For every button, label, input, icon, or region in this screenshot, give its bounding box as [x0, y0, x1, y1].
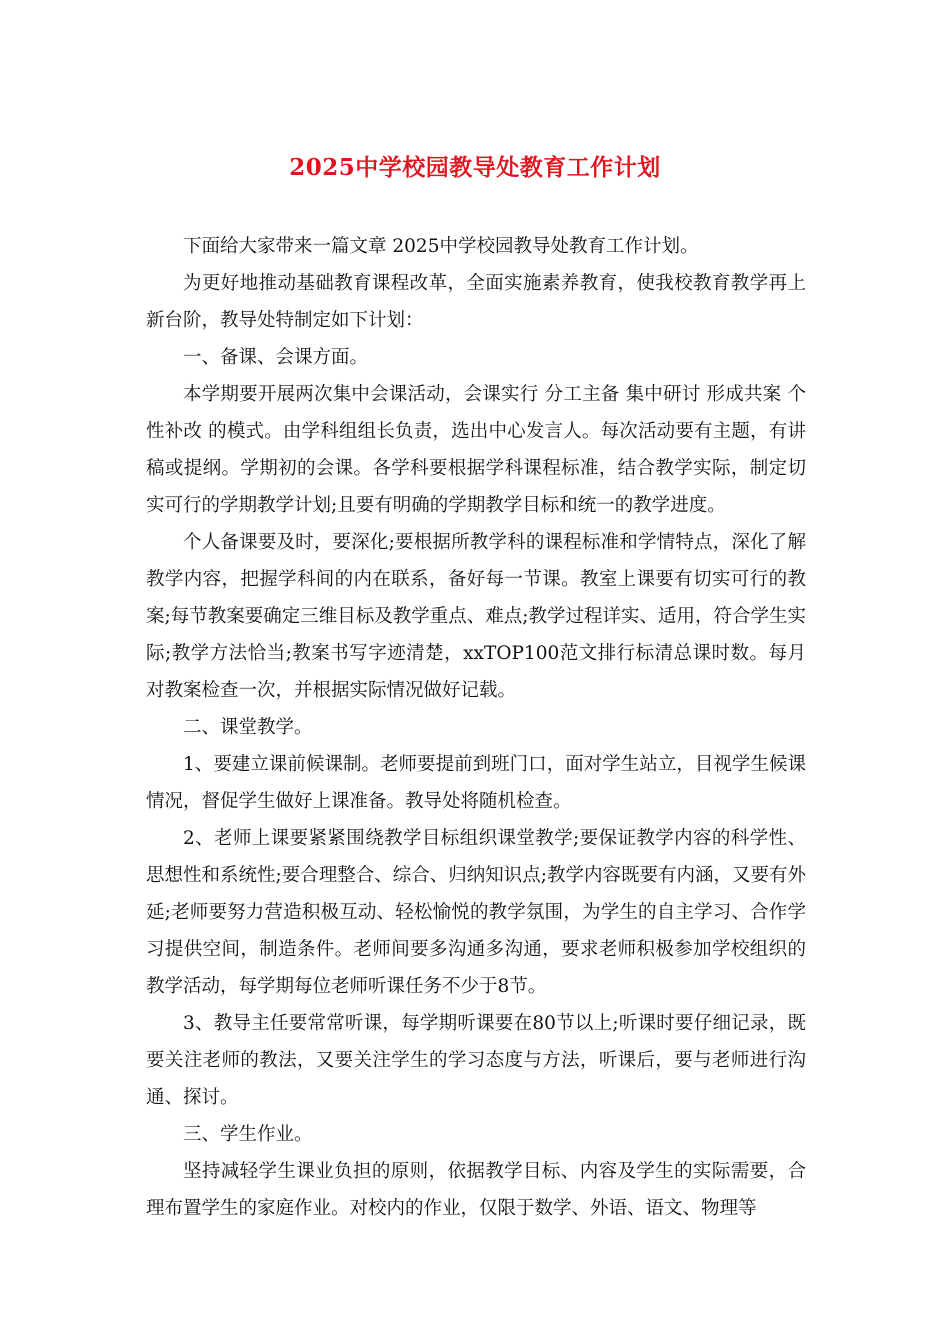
paragraph-intro: 下面给大家带来一篇文章 2025中学校园教导处教育工作计划。 [183, 236, 699, 257]
section-heading-lesson-prep: 一、备课、会课方面。 [183, 347, 369, 368]
paragraph-classroom-3: 3、教导主任要常常听课，每学期听课要在80节以上;听课时要仔细记录，既要关注老师的教法，又要关注学生的学习态度与方法，听课后，要与老师进行沟通、探讨。 [146, 1013, 806, 1108]
paragraph-classroom-2: 2、老师上课要紧紧围绕教学目标组织课堂教学;要保证教学内容的科学性、思想性和系统性;要合理整合、综合、归纳知识点;教学内容既要有内涵，又要有外延;老师要努力营造积极互动、轻松愉悦的教学氛围，为学生的自主学习、合作学习提供空间，制造条件。老师间要多沟通多沟通，要求老师积极参加学校组织的教学活动，每学期每位老师听课任务不少于8节。 [146, 828, 806, 997]
paragraph-group-prep: 本学期要开展两次集中会课活动，会课实行 分工主备 集中研讨 形成共案 个性补改 的模式。由学科组组长负责，选出中心发言人。每次活动要有主题，有讲稿或提纲。学期初的会课。各学科要根据学科课程标准，结合教学实际，制定切实可行的学期教学计划;且要有明确的学期教学目标和统一的教学进度。 [146, 384, 806, 516]
paragraph-homework: 坚持减轻学生课业负担的原则，依据教学目标、内容及学生的实际需要，合理布置学生的家庭作业。对校内的作业，仅限于数学、外语、语文、物理等 [146, 1161, 806, 1219]
document-title: 2025中学校园教导处教育工作计划 [289, 154, 661, 181]
document-body [146, 228, 806, 1227]
section-heading-classroom: 二、课堂教学。 [183, 717, 313, 738]
paragraph-individual-prep: 个人备课要及时，要深化;要根据所教学科的课程标准和学情特点，深化了解教学内容，把握学科间的内在联系，备好每一节课。教室上课要有切实可行的教案;每节教案要确定三维目标及教学重点、难点;教学过程详实、适用，符合学生实际;教学方法恰当;教案书写字迹清楚，xxTOP100范文排行标清总课时数。每月对教案检查一次，并根据实际情况做好记载。 [146, 532, 806, 701]
paragraph-classroom-1: 1、要建立课前候课制。老师要提前到班门口，面对学生站立，目视学生候课情况，督促学生做好上课准备。教导处将随机检查。 [146, 754, 806, 812]
paragraph-purpose: 为更好地推动基础教育课程改革，全面实施素养教育，使我校教育教学再上新台阶，教导处特制定如下计划： [146, 273, 806, 331]
section-heading-homework: 三、学生作业。 [183, 1124, 313, 1145]
